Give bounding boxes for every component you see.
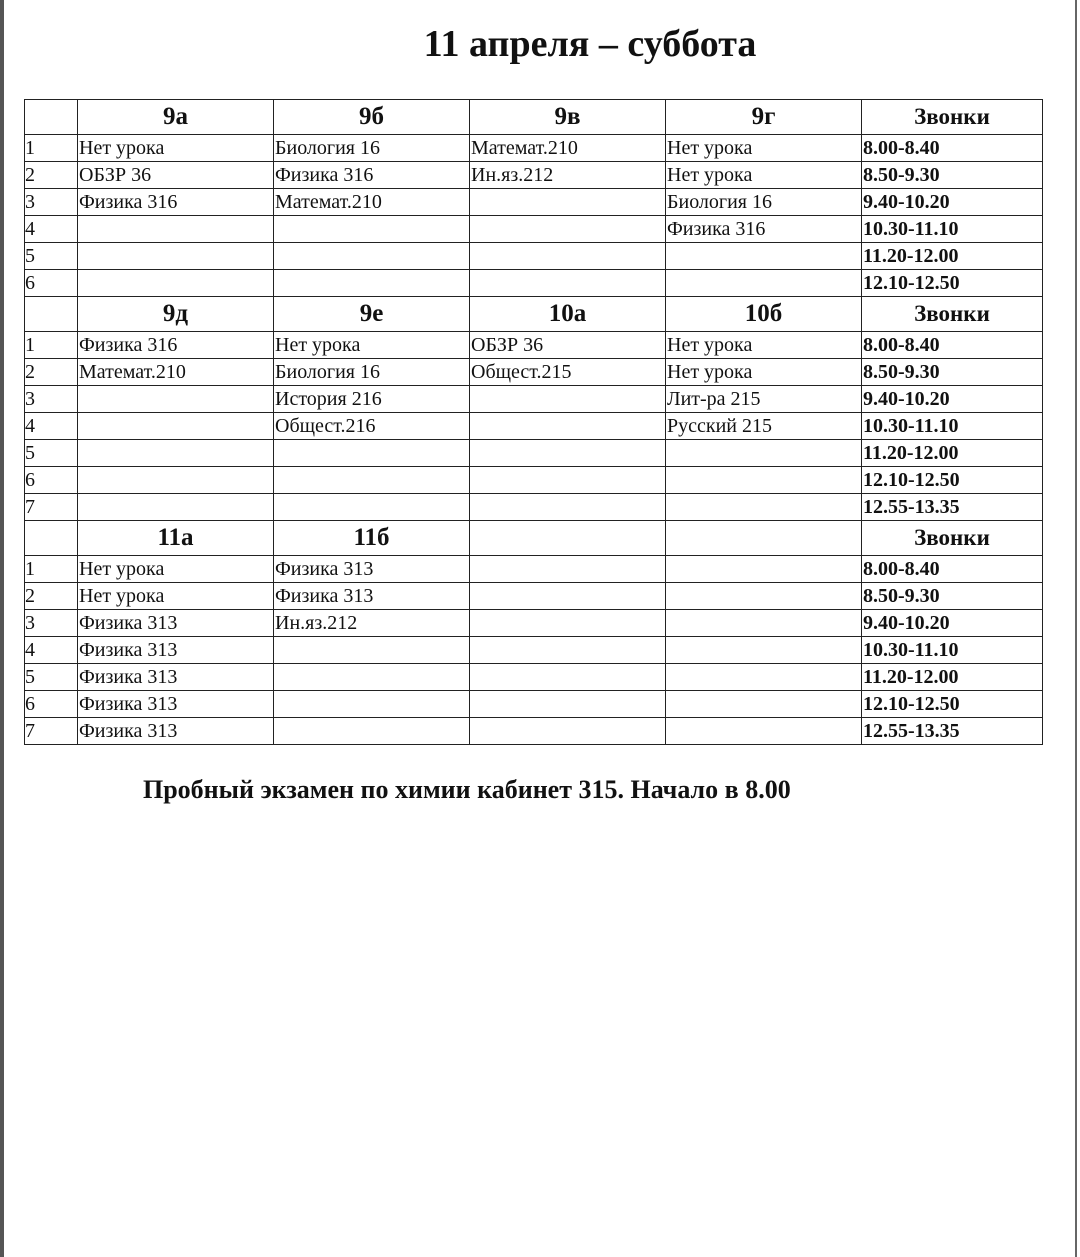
- class-header: [666, 521, 862, 556]
- lesson-cell: Нет урока: [666, 332, 862, 359]
- class-header: 11б: [274, 521, 470, 556]
- lesson-cell: [78, 494, 274, 521]
- lesson-cell: [78, 413, 274, 440]
- lesson-cell: [666, 718, 862, 745]
- lesson-cell: Физика 313: [78, 691, 274, 718]
- lesson-cell: Физика 316: [78, 332, 274, 359]
- lesson-number: 7: [25, 494, 78, 521]
- class-header: 9б: [274, 100, 470, 135]
- lesson-cell: [470, 216, 666, 243]
- lesson-cell: Русский 215: [666, 413, 862, 440]
- lesson-cell: [274, 691, 470, 718]
- lesson-row: [25, 270, 1043, 297]
- lesson-cell: [666, 494, 862, 521]
- lesson-cell: [78, 270, 274, 297]
- lesson-cell: Нет урока: [274, 332, 470, 359]
- lesson-cell: [470, 610, 666, 637]
- class-header: 9в: [470, 100, 666, 135]
- lesson-cell: Математ.210: [274, 189, 470, 216]
- lesson-row: [25, 664, 1043, 691]
- lesson-number: 3: [25, 386, 78, 413]
- lesson-cell: [274, 467, 470, 494]
- lesson-cell: [470, 556, 666, 583]
- lesson-row: [25, 583, 1043, 610]
- bell-time: 8.00-8.40: [862, 135, 1043, 162]
- bell-time: 8.00-8.40: [862, 556, 1043, 583]
- lesson-cell: [470, 413, 666, 440]
- lesson-number: 2: [25, 162, 78, 189]
- lesson-cell: [470, 637, 666, 664]
- lesson-cell: [666, 583, 862, 610]
- lesson-row: [25, 413, 1043, 440]
- lesson-row: [25, 243, 1043, 270]
- schedule-table: [24, 99, 1043, 745]
- lesson-cell: ОБЗР 36: [78, 162, 274, 189]
- lesson-number: 4: [25, 637, 78, 664]
- lesson-cell: [470, 189, 666, 216]
- class-header: 10а: [470, 297, 666, 332]
- bell-time: 9.40-10.20: [862, 386, 1043, 413]
- lesson-number: 6: [25, 270, 78, 297]
- lesson-cell: [78, 467, 274, 494]
- lesson-cell: История 216: [274, 386, 470, 413]
- lesson-cell: [666, 556, 862, 583]
- lesson-row: [25, 386, 1043, 413]
- class-header: 9д: [78, 297, 274, 332]
- lesson-cell: [470, 718, 666, 745]
- lesson-cell: Ин.яз.212: [470, 162, 666, 189]
- lesson-cell: Биология 16: [274, 135, 470, 162]
- bell-time: 11.20-12.00: [862, 243, 1043, 270]
- lesson-row: [25, 556, 1043, 583]
- lesson-cell: [666, 664, 862, 691]
- bell-time: 8.50-9.30: [862, 162, 1043, 189]
- lesson-row: [25, 610, 1043, 637]
- lesson-row: [25, 494, 1043, 521]
- bell-time: 8.50-9.30: [862, 583, 1043, 610]
- lesson-cell: [470, 691, 666, 718]
- class-header: 10б: [666, 297, 862, 332]
- lesson-cell: [470, 243, 666, 270]
- lesson-cell: [470, 270, 666, 297]
- lesson-row: [25, 637, 1043, 664]
- lesson-number: 7: [25, 718, 78, 745]
- lesson-number: 1: [25, 135, 78, 162]
- lesson-row: [25, 359, 1043, 386]
- bell-time: 12.55-13.35: [862, 718, 1043, 745]
- bell-time: 10.30-11.10: [862, 413, 1043, 440]
- lesson-cell: Нет урока: [78, 583, 274, 610]
- bell-time: 9.40-10.20: [862, 610, 1043, 637]
- lesson-number: 4: [25, 413, 78, 440]
- lesson-row: [25, 189, 1043, 216]
- lesson-cell: Биология 16: [666, 189, 862, 216]
- lesson-row: [25, 718, 1043, 745]
- lesson-cell: Математ.210: [78, 359, 274, 386]
- section-header-row: [25, 297, 1043, 332]
- lesson-cell: [78, 243, 274, 270]
- corner-cell: [25, 297, 78, 332]
- lesson-cell: Физика 316: [274, 162, 470, 189]
- lesson-number: 3: [25, 189, 78, 216]
- lesson-cell: [78, 216, 274, 243]
- lesson-cell: [666, 691, 862, 718]
- lesson-row: [25, 135, 1043, 162]
- lesson-cell: Физика 313: [274, 583, 470, 610]
- class-header: [470, 521, 666, 556]
- bell-time: 11.20-12.00: [862, 440, 1043, 467]
- lesson-row: [25, 216, 1043, 243]
- exam-note: Пробный экзамен по химии кабинет 315. Начало в 8.00: [143, 775, 791, 804]
- lesson-cell: Нет урока: [78, 556, 274, 583]
- lesson-cell: [666, 440, 862, 467]
- lesson-cell: Физика 313: [78, 637, 274, 664]
- lesson-cell: [666, 637, 862, 664]
- class-header: 9е: [274, 297, 470, 332]
- class-header: 9г: [666, 100, 862, 135]
- lesson-cell: Физика 313: [78, 610, 274, 637]
- bells-header: Звонки: [862, 100, 1043, 135]
- lesson-cell: Нет урока: [78, 135, 274, 162]
- bell-time: 9.40-10.20: [862, 189, 1043, 216]
- left-edge: [0, 0, 4, 1257]
- lesson-number: 2: [25, 583, 78, 610]
- lesson-number: 1: [25, 332, 78, 359]
- lesson-cell: Биология 16: [274, 359, 470, 386]
- class-header: 11а: [78, 521, 274, 556]
- bell-time: 10.30-11.10: [862, 637, 1043, 664]
- lesson-number: 6: [25, 467, 78, 494]
- lesson-cell: [274, 664, 470, 691]
- lesson-cell: [470, 386, 666, 413]
- lesson-cell: [666, 243, 862, 270]
- lesson-cell: [274, 718, 470, 745]
- corner-cell: [25, 521, 78, 556]
- page-title: 11 апреля – суббота: [423, 23, 757, 65]
- lesson-cell: Нет урока: [666, 359, 862, 386]
- lesson-cell: [470, 583, 666, 610]
- lesson-cell: Математ.210: [470, 135, 666, 162]
- bell-time: 8.50-9.30: [862, 359, 1043, 386]
- bell-time: 12.10-12.50: [862, 270, 1043, 297]
- bell-time: 11.20-12.00: [862, 664, 1043, 691]
- lesson-cell: [78, 440, 274, 467]
- lesson-cell: Нет урока: [666, 135, 862, 162]
- lesson-row: [25, 467, 1043, 494]
- lesson-cell: Физика 316: [78, 189, 274, 216]
- lesson-number: 4: [25, 216, 78, 243]
- lesson-cell: [666, 270, 862, 297]
- lesson-cell: [666, 610, 862, 637]
- class-header: 9а: [78, 100, 274, 135]
- lesson-cell: [274, 270, 470, 297]
- lesson-cell: [78, 386, 274, 413]
- lesson-cell: [470, 440, 666, 467]
- lesson-number: 2: [25, 359, 78, 386]
- lesson-number: 3: [25, 610, 78, 637]
- lesson-cell: [274, 243, 470, 270]
- lesson-row: [25, 440, 1043, 467]
- lesson-cell: [470, 467, 666, 494]
- bells-header: Звонки: [862, 297, 1043, 332]
- bell-time: 10.30-11.10: [862, 216, 1043, 243]
- lesson-cell: Физика 313: [78, 718, 274, 745]
- bell-time: 12.10-12.50: [862, 691, 1043, 718]
- lesson-cell: Общест.215: [470, 359, 666, 386]
- lesson-cell: Лит-ра 215: [666, 386, 862, 413]
- section-header-row: [25, 100, 1043, 135]
- section-header-row: [25, 521, 1043, 556]
- right-edge: [1075, 0, 1077, 1257]
- lesson-cell: Физика 316: [666, 216, 862, 243]
- lesson-number: 5: [25, 440, 78, 467]
- bell-time: 8.00-8.40: [862, 332, 1043, 359]
- corner-cell: [25, 100, 78, 135]
- lesson-cell: Физика 313: [274, 556, 470, 583]
- lesson-cell: [470, 494, 666, 521]
- lesson-cell: [666, 467, 862, 494]
- bell-time: 12.10-12.50: [862, 467, 1043, 494]
- lesson-number: 5: [25, 664, 78, 691]
- lesson-row: [25, 332, 1043, 359]
- lesson-row: [25, 162, 1043, 189]
- lesson-cell: ОБЗР 36: [470, 332, 666, 359]
- lesson-cell: [274, 637, 470, 664]
- lesson-cell: Общест.216: [274, 413, 470, 440]
- bells-header: Звонки: [862, 521, 1043, 556]
- lesson-number: 5: [25, 243, 78, 270]
- lesson-cell: Физика 313: [78, 664, 274, 691]
- lesson-cell: [274, 494, 470, 521]
- lesson-row: [25, 691, 1043, 718]
- lesson-number: 6: [25, 691, 78, 718]
- lesson-cell: Ин.яз.212: [274, 610, 470, 637]
- lesson-number: 1: [25, 556, 78, 583]
- lesson-cell: [274, 440, 470, 467]
- bell-time: 12.55-13.35: [862, 494, 1043, 521]
- lesson-cell: [274, 216, 470, 243]
- lesson-cell: [470, 664, 666, 691]
- lesson-cell: Нет урока: [666, 162, 862, 189]
